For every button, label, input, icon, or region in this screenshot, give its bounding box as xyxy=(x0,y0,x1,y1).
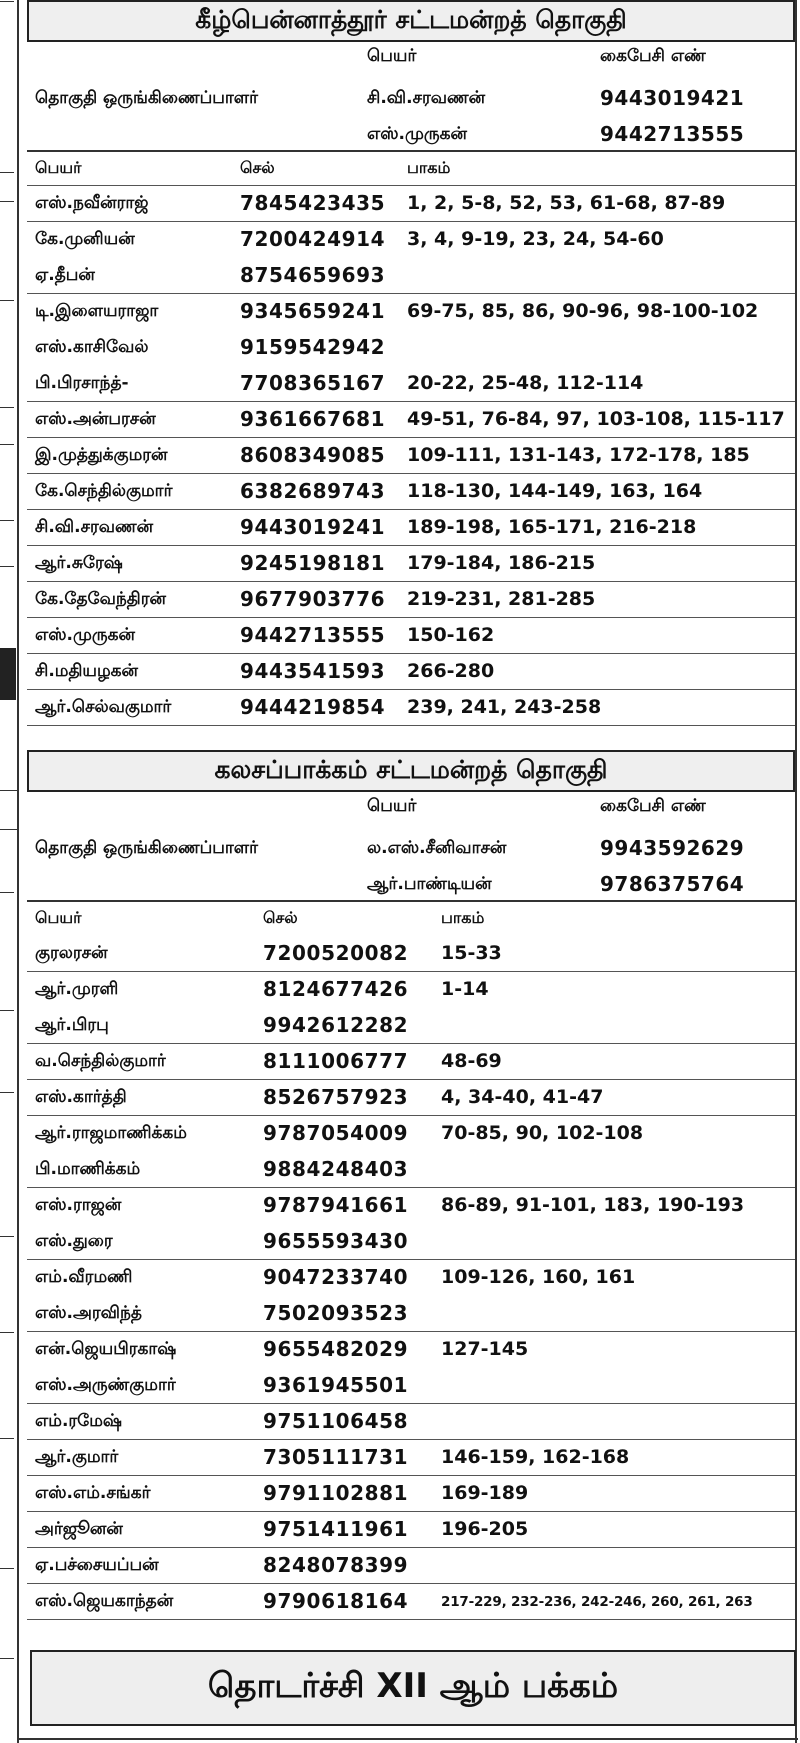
table-row xyxy=(27,438,795,474)
coordinator-name: ஆர்.பாண்டியன் xyxy=(367,874,492,894)
member-parts: 109-126, 160, 161 xyxy=(441,1266,636,1288)
table-row xyxy=(27,1512,795,1548)
member-name: எஸ்.அன்பரசன் xyxy=(35,409,156,429)
table-row xyxy=(27,618,795,654)
label-name: பெயர் xyxy=(367,46,417,66)
member-phone: 9047233740 xyxy=(263,1265,409,1289)
coordinator-name: ல.எஸ்.சீனிவாசன் xyxy=(367,838,507,858)
member-parts: 3, 4, 9-19, 23, 24, 54-60 xyxy=(407,228,664,250)
member-phone: 9361667681 xyxy=(240,407,386,431)
table-row xyxy=(27,1260,795,1296)
column-header-name: பெயர் xyxy=(35,158,82,177)
edge-rule xyxy=(0,566,14,567)
table-row xyxy=(27,1152,795,1188)
table-row xyxy=(27,936,795,972)
edge-rule xyxy=(0,300,14,301)
member-name: பி.மாணிக்கம் xyxy=(35,1159,141,1179)
table-row xyxy=(27,1548,795,1584)
member-phone: 7845423435 xyxy=(240,191,386,215)
table-row xyxy=(27,1404,795,1440)
coordinator-phone: 9786375764 xyxy=(600,872,745,896)
left-edge-line xyxy=(17,0,19,1743)
table-row xyxy=(27,294,795,330)
coordinator-name: சி.வி.சரவணன் xyxy=(367,88,486,108)
member-phone: 9443019241 xyxy=(240,515,386,539)
table-row xyxy=(27,546,795,582)
member-parts: 118-130, 144-149, 163, 164 xyxy=(407,480,703,502)
member-phone: 9443541593 xyxy=(240,659,386,683)
member-parts: 70-85, 90, 102-108 xyxy=(441,1122,644,1144)
table-row xyxy=(27,1584,795,1620)
label-name: பெயர் xyxy=(367,796,417,816)
member-parts: 127-145 xyxy=(441,1338,529,1360)
member-phone: 9677903776 xyxy=(240,587,386,611)
member-name: அர்ஜூனன் xyxy=(35,1519,123,1539)
edge-rule xyxy=(0,520,14,521)
member-phone: 9655482029 xyxy=(263,1337,409,1361)
member-phone: 9751106458 xyxy=(263,1409,409,1433)
member-name: எஸ்.எம்.சங்கர் xyxy=(35,1483,151,1503)
member-parts: 146-159, 162-168 xyxy=(441,1446,630,1468)
member-name: கே.முனியன் xyxy=(35,229,135,249)
right-border xyxy=(795,0,797,1743)
member-parts: 169-189 xyxy=(441,1482,529,1504)
table-row xyxy=(27,330,795,366)
member-name: ஆர்.சுரேஷ் xyxy=(35,553,123,573)
edge-rule xyxy=(0,1,14,2)
coordinator-block xyxy=(27,792,795,900)
member-phone: 9751411961 xyxy=(263,1517,409,1541)
member-phone: 9442713555 xyxy=(240,623,386,647)
table-row xyxy=(27,972,795,1008)
edge-rule xyxy=(0,1568,14,1569)
table-row xyxy=(27,366,795,402)
section-kalasapakkam xyxy=(27,750,795,1620)
edge-rule xyxy=(0,1658,14,1659)
member-parts: 15-33 xyxy=(441,942,502,964)
bottom-border xyxy=(18,1738,798,1740)
member-phone: 9791102881 xyxy=(263,1481,409,1505)
member-name: சி.மதியழகன் xyxy=(35,661,138,681)
member-parts: 266-280 xyxy=(407,660,495,682)
edge-rule xyxy=(0,1332,14,1333)
member-parts: 196-205 xyxy=(441,1518,529,1540)
member-parts: 86-89, 91-101, 183, 190-193 xyxy=(441,1194,745,1216)
member-name: எஸ்.ஜெயகாந்தன் xyxy=(35,1591,174,1611)
edge-rule xyxy=(0,892,14,893)
member-name: எம்.ரமேஷ் xyxy=(35,1411,122,1431)
member-name: வ.செந்தில்குமார் xyxy=(35,1051,166,1071)
member-name: எம்.வீரமணி xyxy=(35,1267,133,1287)
coordinator-block xyxy=(27,42,795,150)
member-phone: 7708365167 xyxy=(240,371,386,395)
member-phone: 9942612282 xyxy=(263,1013,409,1037)
member-name: ஆர்.செல்வகுமார் xyxy=(35,697,172,717)
member-parts: 239, 241, 243-258 xyxy=(407,696,602,718)
column-header-phone: செல் xyxy=(240,158,275,177)
table-row xyxy=(27,1332,795,1368)
member-phone: 9787941661 xyxy=(263,1193,409,1217)
table-row xyxy=(27,186,795,222)
left-edge-strip xyxy=(0,0,20,1743)
member-parts: 150-162 xyxy=(407,624,495,646)
section-title: கலசப்பாக்கம் சட்டமன்றத் தொகுதி xyxy=(27,750,795,792)
member-name: இ.முத்துக்குமரன் xyxy=(35,445,168,465)
member-name: எஸ்.கார்த்தி xyxy=(35,1087,127,1107)
table-row xyxy=(27,690,795,726)
table-row xyxy=(27,1008,795,1044)
table-row xyxy=(27,1044,795,1080)
edge-rule xyxy=(0,172,14,173)
coordinator-phone: 9943592629 xyxy=(600,836,745,860)
member-phone: 9655593430 xyxy=(263,1229,409,1253)
member-name: சி.வி.சரவணன் xyxy=(35,517,154,537)
edge-block xyxy=(0,648,16,700)
member-parts: 219-231, 281-285 xyxy=(407,588,596,610)
member-phone: 9444219854 xyxy=(240,695,386,719)
member-phone: 8754659693 xyxy=(240,263,386,287)
coordinator-phone: 9442713555 xyxy=(600,122,745,146)
table-header-row xyxy=(27,152,795,186)
member-parts: 69-75, 85, 86, 90-96, 98-100-102 xyxy=(407,300,759,322)
member-name: கே.தேவேந்திரன் xyxy=(35,589,166,609)
edge-rule xyxy=(0,201,14,202)
member-phone: 9790618164 xyxy=(263,1589,409,1613)
table-row xyxy=(27,1368,795,1404)
member-table xyxy=(27,900,795,1620)
edge-rule xyxy=(0,407,14,408)
member-name: டி.இளையராஜா xyxy=(35,301,159,321)
coordinator-role: தொகுதி ஒருங்கிணைப்பாளர் xyxy=(35,88,258,108)
member-phone: 7200520082 xyxy=(263,941,409,965)
member-phone: 9159542942 xyxy=(240,335,386,359)
table-row xyxy=(27,1296,795,1332)
section-kilpennathur xyxy=(27,0,795,726)
member-phone: 7502093523 xyxy=(263,1301,409,1325)
edge-rule xyxy=(0,1438,14,1439)
column-header-phone: செல் xyxy=(263,908,298,927)
member-parts: 217-229, 232-236, 242-246, 260, 261, 263 xyxy=(441,1594,753,1610)
edge-box xyxy=(0,790,19,830)
table-row xyxy=(27,474,795,510)
member-phone: 7305111731 xyxy=(263,1445,409,1469)
continuation-banner: தொடர்ச்சி XII ஆம் பக்கம் xyxy=(30,1650,796,1726)
member-name: ஏ.பச்சையப்பன் xyxy=(35,1555,159,1575)
member-parts: 49-51, 76-84, 97, 103-108, 115-117 xyxy=(407,408,785,430)
member-name: ஏ.தீபன் xyxy=(35,265,95,285)
member-phone: 8608349085 xyxy=(240,443,386,467)
table-row xyxy=(27,258,795,294)
member-phone: 7200424914 xyxy=(240,227,386,251)
label-phone: கைபேசி எண் xyxy=(600,46,706,66)
member-phone: 9361945501 xyxy=(263,1373,409,1397)
member-name: குரலரசன் xyxy=(35,943,108,963)
table-row xyxy=(27,402,795,438)
member-name: கே.செந்தில்குமார் xyxy=(35,481,173,501)
table-row xyxy=(27,1224,795,1260)
member-name: எஸ்.நவீன்ராஜ் xyxy=(35,193,149,213)
member-parts: 179-184, 186-215 xyxy=(407,552,596,574)
member-parts: 48-69 xyxy=(441,1050,502,1072)
member-name: எஸ்.அருண்குமார் xyxy=(35,1375,176,1395)
coordinator-phone: 9443019421 xyxy=(600,86,745,110)
member-name: எஸ்.முருகன் xyxy=(35,625,135,645)
table-row xyxy=(27,1440,795,1476)
member-phone: 8526757923 xyxy=(263,1085,409,1109)
table-row xyxy=(27,582,795,618)
member-phone: 6382689743 xyxy=(240,479,386,503)
member-name: ஆர்.ராஜமாணிக்கம் xyxy=(35,1123,187,1143)
member-phone: 9787054009 xyxy=(263,1121,409,1145)
member-parts: 109-111, 131-143, 172-178, 185 xyxy=(407,444,750,466)
coordinator-role: தொகுதி ஒருங்கிணைப்பாளர் xyxy=(35,838,258,858)
table-row xyxy=(27,1116,795,1152)
edge-rule xyxy=(0,1092,14,1093)
column-header-parts: பாகம் xyxy=(407,158,451,177)
member-name: பி.பிரசாந்த்- xyxy=(35,373,129,393)
member-name: ஆர்.பிரபு xyxy=(35,1015,109,1035)
edge-rule xyxy=(0,1010,14,1011)
member-phone: 8111006777 xyxy=(263,1049,409,1073)
edge-rule xyxy=(0,444,14,445)
member-name: எஸ்.ராஜன் xyxy=(35,1195,122,1215)
member-name: ஆர்.முரளி xyxy=(35,979,119,999)
member-table xyxy=(27,150,795,726)
member-name: எஸ்.அரவிந்த் xyxy=(35,1303,142,1323)
member-parts: 20-22, 25-48, 112-114 xyxy=(407,372,644,394)
member-parts: 1-14 xyxy=(441,978,489,1000)
member-phone: 9245198181 xyxy=(240,551,386,575)
table-row xyxy=(27,1080,795,1116)
member-phone: 9345659241 xyxy=(240,299,386,323)
table-row xyxy=(27,1476,795,1512)
member-phone: 8248078399 xyxy=(263,1553,409,1577)
member-parts: 4, 34-40, 41-47 xyxy=(441,1086,604,1108)
member-name: எஸ்.காசிவேல் xyxy=(35,337,149,357)
section-title: கீழ்பென்னாத்தூர் சட்டமன்றத் தொகுதி xyxy=(27,0,795,42)
member-name: ஆர்.குமார் xyxy=(35,1447,119,1467)
table-row xyxy=(27,510,795,546)
member-parts: 189-198, 165-171, 216-218 xyxy=(407,516,697,538)
coordinator-name: எஸ்.முருகன் xyxy=(367,124,467,144)
member-name: என்.ஜெயபிரகாஷ் xyxy=(35,1339,177,1359)
table-header-row xyxy=(27,902,795,936)
member-phone: 8124677426 xyxy=(263,977,409,1001)
column-header-parts: பாகம் xyxy=(441,908,485,927)
member-parts: 1, 2, 5-8, 52, 53, 61-68, 87-89 xyxy=(407,192,726,214)
table-row xyxy=(27,654,795,690)
table-row xyxy=(27,222,795,258)
column-header-name: பெயர் xyxy=(35,908,82,927)
edge-rule xyxy=(0,1236,14,1237)
member-phone: 9884248403 xyxy=(263,1157,409,1181)
table-row xyxy=(27,1188,795,1224)
label-phone: கைபேசி எண் xyxy=(600,796,706,816)
member-name: எஸ்.துரை xyxy=(35,1231,113,1251)
